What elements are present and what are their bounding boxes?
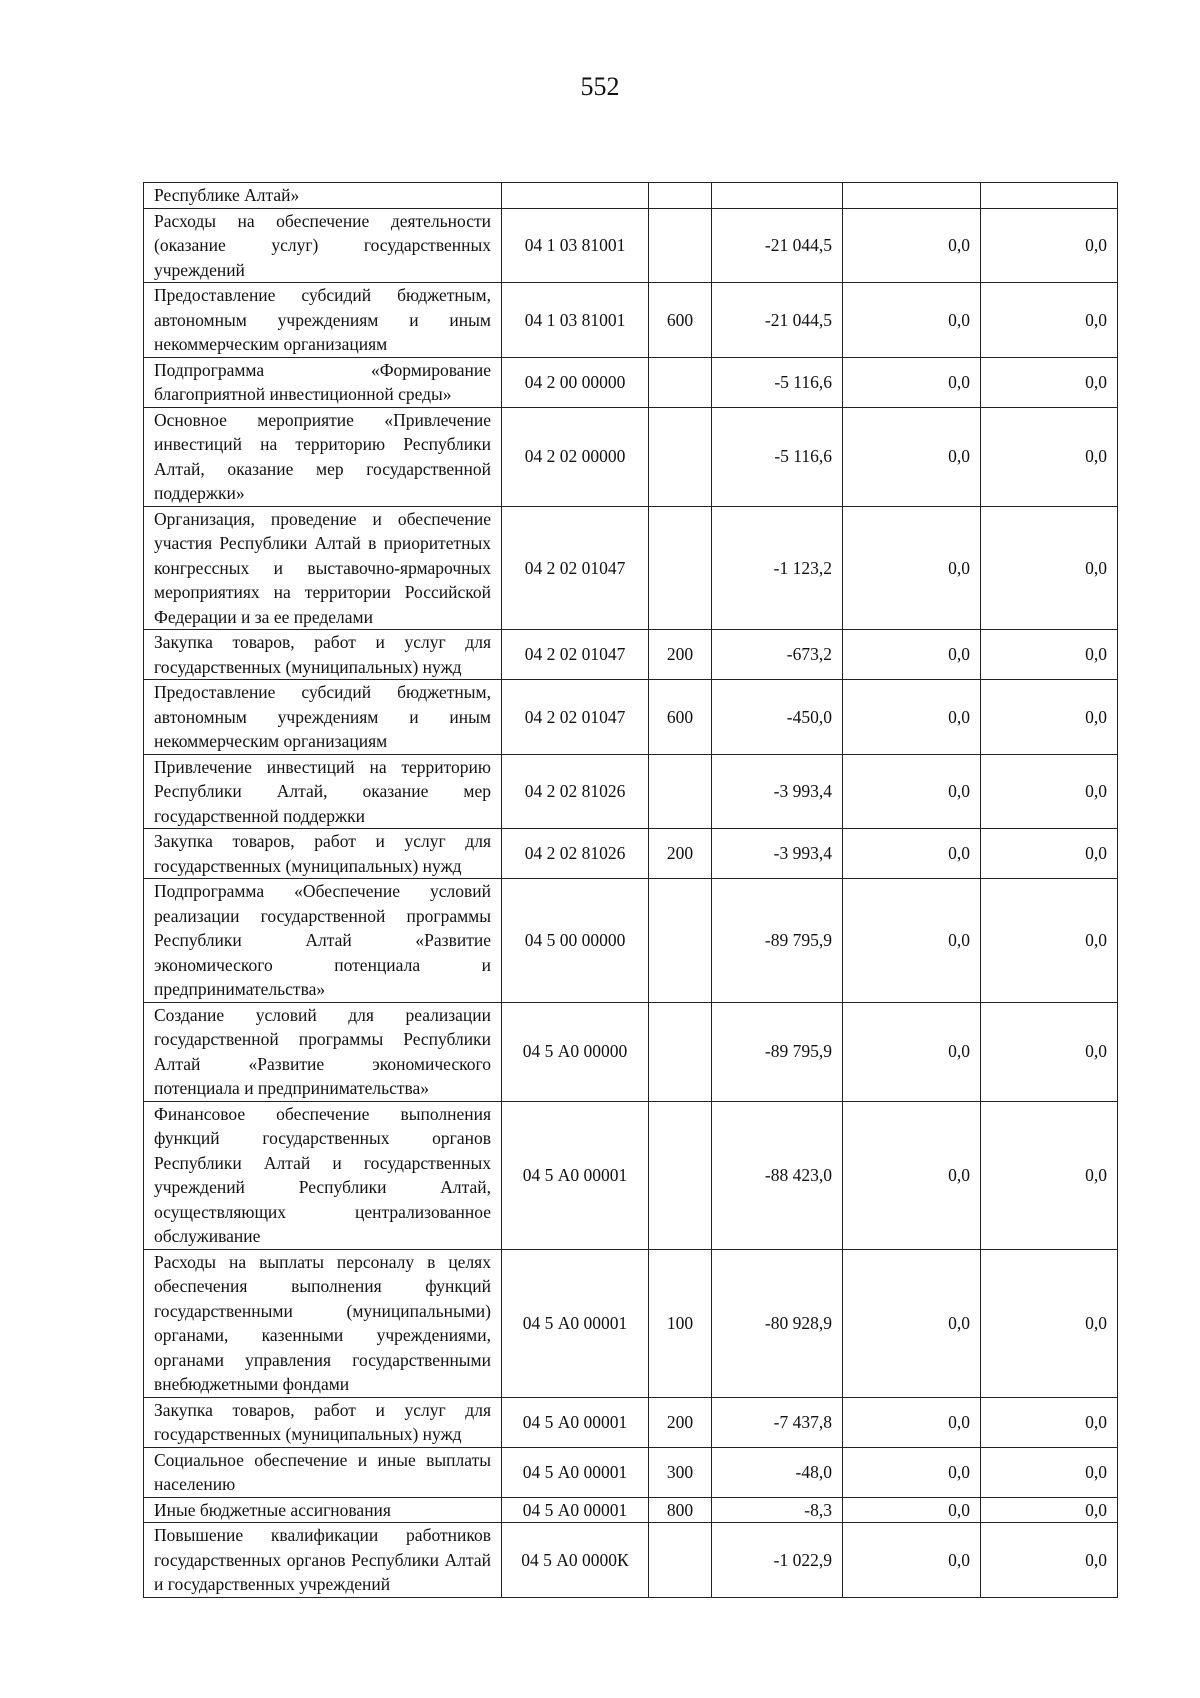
amount-change-next-year: 0,0 <box>843 1249 981 1397</box>
expense-type-code: 300 <box>649 1447 712 1497</box>
amount-change-next-year: 0,0 <box>843 1523 981 1598</box>
expense-description: Привлечение инвестиций на территорию Республики Алтай, оказание мер государственной поддержки <box>144 754 502 829</box>
target-article-code: 04 5 А0 00000 <box>502 1002 649 1101</box>
amount-change-second-year: 0,0 <box>981 283 1118 358</box>
amount-change-second-year: 0,0 <box>981 357 1118 407</box>
target-article-code <box>502 183 649 209</box>
expense-description: Закупка товаров, работ и услуг для государственных (муниципальных) нужд <box>144 829 502 879</box>
expense-type-code <box>649 754 712 829</box>
expense-type-code: 200 <box>649 829 712 879</box>
amount-change-second-year: 0,0 <box>981 630 1118 680</box>
amount-change-next-year: 0,0 <box>843 829 981 879</box>
expense-type-code <box>649 183 712 209</box>
table-row <box>144 1397 1118 1447</box>
amount-change-current-year: -48,0 <box>712 1447 843 1497</box>
target-article-code: 04 5 А0 0000К <box>502 1523 649 1598</box>
table-row <box>144 680 1118 755</box>
table-row <box>144 1523 1118 1598</box>
amount-change-second-year <box>981 183 1118 209</box>
table-row <box>144 407 1118 506</box>
amount-change-current-year: -5 116,6 <box>712 407 843 506</box>
expense-description: Предоставление субсидий бюджетным, автономным учреждениям и иным некоммерческим организациям <box>144 680 502 755</box>
expense-type-code <box>649 506 712 630</box>
expense-description: Основное мероприятие «Привлечение инвестиций на территорию Республики Алтай, оказание мер государственной поддержки» <box>144 407 502 506</box>
amount-change-next-year: 0,0 <box>843 1101 981 1249</box>
table-row <box>144 1497 1118 1523</box>
expense-type-code: 600 <box>649 283 712 358</box>
amount-change-next-year: 0,0 <box>843 357 981 407</box>
amount-change-second-year: 0,0 <box>981 754 1118 829</box>
amount-change-next-year: 0,0 <box>843 1002 981 1101</box>
target-article-code: 04 5 А0 00001 <box>502 1249 649 1397</box>
table-row <box>144 754 1118 829</box>
amount-change-second-year: 0,0 <box>981 208 1118 283</box>
budget-table <box>143 182 1118 1598</box>
amount-change-current-year: -89 795,9 <box>712 879 843 1003</box>
amount-change-second-year: 0,0 <box>981 1523 1118 1598</box>
amount-change-second-year: 0,0 <box>981 407 1118 506</box>
amount-change-current-year: -3 993,4 <box>712 829 843 879</box>
expense-type-code <box>649 879 712 1003</box>
expense-description: Финансовое обеспечение выполнения функций государственных органов Республики Алтай и государственных учреждений Республики Алтай, осуществляющих централизованное обслуживание <box>144 1101 502 1249</box>
amount-change-second-year: 0,0 <box>981 680 1118 755</box>
amount-change-next-year: 0,0 <box>843 879 981 1003</box>
table-row <box>144 506 1118 630</box>
expense-type-code: 100 <box>649 1249 712 1397</box>
amount-change-current-year: -673,2 <box>712 630 843 680</box>
target-article-code: 04 5 А0 00001 <box>502 1447 649 1497</box>
amount-change-current-year: -21 044,5 <box>712 283 843 358</box>
amount-change-second-year: 0,0 <box>981 1101 1118 1249</box>
table-row <box>144 1447 1118 1497</box>
expense-type-code <box>649 407 712 506</box>
amount-change-next-year: 0,0 <box>843 1397 981 1447</box>
amount-change-next-year: 0,0 <box>843 680 981 755</box>
amount-change-second-year: 0,0 <box>981 1249 1118 1397</box>
expense-type-code <box>649 1002 712 1101</box>
amount-change-current-year: -1 022,9 <box>712 1523 843 1598</box>
amount-change-next-year: 0,0 <box>843 208 981 283</box>
target-article-code: 04 5 А0 00001 <box>502 1497 649 1523</box>
table-row <box>144 357 1118 407</box>
target-article-code: 04 2 02 01047 <box>502 630 649 680</box>
expense-type-code <box>649 357 712 407</box>
expense-description: Расходы на выплаты персоналу в целях обеспечения выполнения функций государственными (муниципальными) органами, казенными учреждениями, органами управления государственными внебюджетными фондами <box>144 1249 502 1397</box>
expense-description: Социальное обеспечение и иные выплаты населению <box>144 1447 502 1497</box>
amount-change-current-year: -7 437,8 <box>712 1397 843 1447</box>
target-article-code: 04 2 00 00000 <box>502 357 649 407</box>
amount-change-second-year: 0,0 <box>981 1497 1118 1523</box>
expense-description: Закупка товаров, работ и услуг для государственных (муниципальных) нужд <box>144 630 502 680</box>
expense-type-code <box>649 1523 712 1598</box>
amount-change-second-year: 0,0 <box>981 506 1118 630</box>
amount-change-next-year: 0,0 <box>843 506 981 630</box>
table-row <box>144 1101 1118 1249</box>
amount-change-current-year: -450,0 <box>712 680 843 755</box>
table-row <box>144 630 1118 680</box>
target-article-code: 04 2 02 00000 <box>502 407 649 506</box>
expense-description: Подпрограмма «Формирование благоприятной инвестиционной среды» <box>144 357 502 407</box>
amount-change-current-year: -80 928,9 <box>712 1249 843 1397</box>
expense-type-code <box>649 208 712 283</box>
amount-change-next-year: 0,0 <box>843 754 981 829</box>
amount-change-next-year: 0,0 <box>843 630 981 680</box>
expense-description: Организация, проведение и обеспечение участия Республики Алтай в приоритетных конгрессных и выставочно-ярмарочных мероприятиях на территории Российской Федерации и за ее пределами <box>144 506 502 630</box>
amount-change-second-year: 0,0 <box>981 829 1118 879</box>
target-article-code: 04 5 00 00000 <box>502 879 649 1003</box>
target-article-code: 04 2 02 81026 <box>502 754 649 829</box>
table-row <box>144 1249 1118 1397</box>
amount-change-current-year: -21 044,5 <box>712 208 843 283</box>
table-row <box>144 208 1118 283</box>
expense-description: Предоставление субсидий бюджетным, автономным учреждениям и иным некоммерческим организациям <box>144 283 502 358</box>
expense-type-code: 200 <box>649 630 712 680</box>
target-article-code: 04 5 А0 00001 <box>502 1397 649 1447</box>
target-article-code: 04 2 02 01047 <box>502 506 649 630</box>
target-article-code: 04 5 А0 00001 <box>502 1101 649 1249</box>
amount-change-current-year: -3 993,4 <box>712 754 843 829</box>
amount-change-next-year: 0,0 <box>843 283 981 358</box>
amount-change-current-year: -8,3 <box>712 1497 843 1523</box>
amount-change-next-year: 0,0 <box>843 407 981 506</box>
expense-description: Создание условий для реализации государственной программы Республики Алтай «Развитие экономического потенциала и предпринимательства» <box>144 1002 502 1101</box>
expense-description: Расходы на обеспечение деятельности (оказание услуг) государственных учреждений <box>144 208 502 283</box>
expense-type-code: 600 <box>649 680 712 755</box>
target-article-code: 04 1 03 81001 <box>502 208 649 283</box>
target-article-code: 04 2 02 81026 <box>502 829 649 879</box>
amount-change-next-year <box>843 183 981 209</box>
expense-type-code: 800 <box>649 1497 712 1523</box>
amount-change-current-year: -5 116,6 <box>712 357 843 407</box>
table-row <box>144 283 1118 358</box>
budget-table-body <box>144 183 1118 1598</box>
amount-change-next-year: 0,0 <box>843 1447 981 1497</box>
amount-change-second-year: 0,0 <box>981 1002 1118 1101</box>
amount-change-current-year: -89 795,9 <box>712 1002 843 1101</box>
amount-change-next-year: 0,0 <box>843 1497 981 1523</box>
table-row <box>144 183 1118 209</box>
amount-change-second-year: 0,0 <box>981 1397 1118 1447</box>
amount-change-current-year <box>712 183 843 209</box>
amount-change-second-year: 0,0 <box>981 1447 1118 1497</box>
expense-description: Закупка товаров, работ и услуг для государственных (муниципальных) нужд <box>144 1397 502 1447</box>
expense-description: Подпрограмма «Обеспечение условий реализации государственной программы Республики Алтай «Развитие экономического потенциала и предпринимательства» <box>144 879 502 1003</box>
amount-change-current-year: -1 123,2 <box>712 506 843 630</box>
amount-change-current-year: -88 423,0 <box>712 1101 843 1249</box>
table-row <box>144 879 1118 1003</box>
expense-type-code: 200 <box>649 1397 712 1447</box>
expense-description: Повышение квалификации работников государственных органов Республики Алтай и государственных учреждений <box>144 1523 502 1598</box>
target-article-code: 04 1 03 81001 <box>502 283 649 358</box>
target-article-code: 04 2 02 01047 <box>502 680 649 755</box>
amount-change-second-year: 0,0 <box>981 879 1118 1003</box>
expense-type-code <box>649 1101 712 1249</box>
expense-description: Иные бюджетные ассигнования <box>144 1497 502 1523</box>
table-row <box>144 1002 1118 1101</box>
expense-description: Республике Алтай» <box>144 183 502 209</box>
page-number: 552 <box>580 72 620 101</box>
table-row <box>144 829 1118 879</box>
